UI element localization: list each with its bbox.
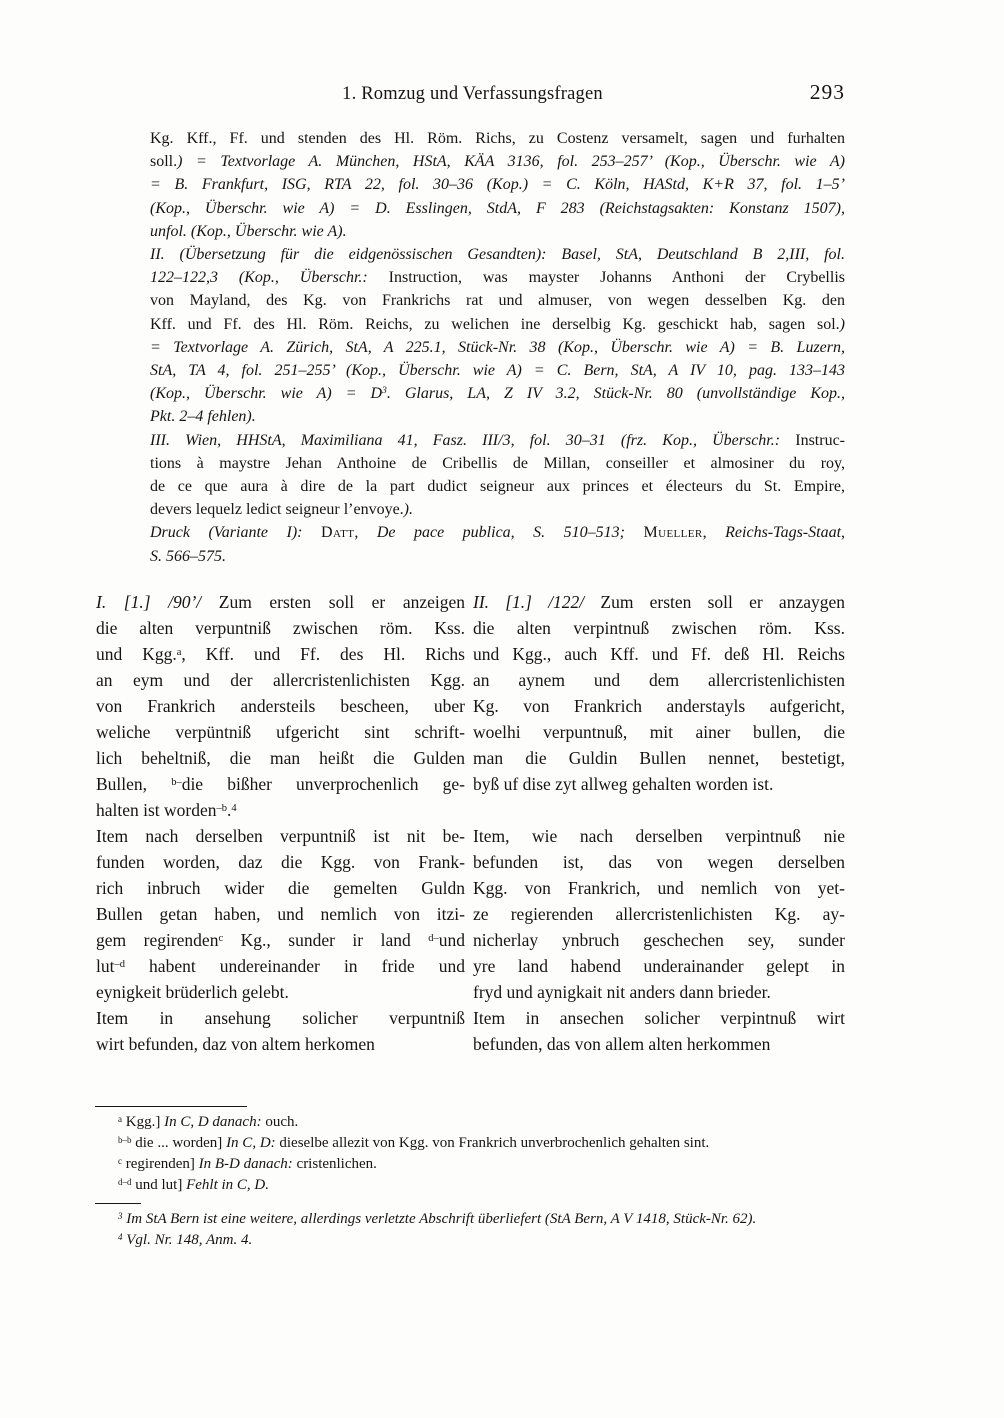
text-line [473, 1005, 845, 1031]
text-run: Zum ersten soll er anzaygen [600, 592, 845, 612]
text-line [96, 589, 465, 615]
text-run: Vgl. Nr. 148, Anm. 4. [122, 1232, 253, 1248]
text-run: StA, TA 4, fol. 251–255’ (Kop., Überschr. wie A) = C. Bern, StA, A IV 10, pag. 133–143 [150, 362, 845, 380]
text-line [96, 953, 465, 979]
text-run: die alten verpuntniß zwischen röm. Kss. [96, 618, 465, 638]
parallel-text-columns [96, 589, 845, 1057]
text-run: wirt befunden, daz von altem herkomen [96, 1034, 375, 1054]
text-line [96, 719, 465, 745]
text-run: . [227, 800, 232, 820]
text-run: eynigkeit brüderlich gelebt. [96, 982, 289, 1002]
text-run: und lut] [131, 1177, 187, 1193]
footnote-marker: c [118, 1155, 122, 1166]
text-line [473, 849, 845, 875]
text-line [150, 382, 845, 405]
text-run: devers lequelz ledict seigneur l’envoye. [150, 501, 404, 519]
text-run: II. (Übersetzung für die eidgenössischen Gesandten): Basel, StA, Deutschland B 2,III, fol. [150, 246, 845, 264]
text-run: und Kgg., auch Kff. und Ff. deß Hl. Reichs [473, 644, 845, 664]
text-run: Item in ansechen solicher verpintnuß wirt [473, 1008, 845, 1028]
text-run: Mueller [643, 524, 703, 542]
right-column-paragraphs-2-3 [473, 823, 845, 1057]
text-line [473, 615, 845, 641]
text-run: Im StA Bern ist eine weitere, allerdings verletzte Abschrift überliefert (StA Bern, A V 1418, Stück-Nr. 62). [122, 1211, 757, 1227]
text-run: = Textvorlage A. Zürich, StA, A 225.1, Stück-Nr. 38 (Kop., Überschr. wie A) = B. Luzern, [150, 338, 845, 356]
footnote-marker: b–b [118, 1134, 132, 1145]
text-run: Datt [321, 524, 355, 542]
text-line [150, 475, 845, 498]
text-run: Item, wie nach derselben verpintnuß nie [473, 826, 845, 846]
text-run: Instruction, was mayster Johanns Anthoni der Crybellis [388, 269, 845, 287]
text-run: ) [839, 315, 845, 333]
text-run: (Kop., Überschr. wie A) = D. Esslingen, StdA, F 283 (Reichstagsakten: Konstanz 1507), [150, 199, 845, 217]
text-run: die bißher unverprochenlich ge- [181, 774, 465, 794]
text-run: II. [1.] /122/ [473, 592, 601, 612]
text-run: ouch. [261, 1114, 299, 1130]
text-line [473, 771, 845, 797]
text-line [473, 875, 845, 901]
text-run: Bullen getan haben, und nemlich von itzi- [96, 904, 465, 924]
text-run: und Kgg. [96, 644, 177, 664]
text-line [150, 313, 845, 336]
left-column-paragraph-3 [96, 1005, 465, 1057]
footnote-marker: 4 [118, 1231, 123, 1242]
text-line [96, 693, 465, 719]
text-line [96, 745, 465, 771]
text-line [96, 875, 465, 901]
text-line [473, 641, 845, 667]
text-line [96, 927, 465, 953]
text-line [95, 1230, 851, 1251]
text-line [96, 849, 465, 875]
headnote-apparatus [150, 127, 845, 568]
text-line [95, 1175, 851, 1196]
text-line [95, 1133, 851, 1154]
text-run: , [702, 524, 726, 542]
text-run: befunden ist, das von wegen derselben [473, 852, 845, 872]
footnote-marker: 4 [231, 802, 237, 814]
text-line [96, 797, 465, 823]
text-line [96, 901, 465, 927]
page-number: 293 [809, 80, 845, 104]
headnote-transmission-i [150, 127, 845, 243]
text-line [95, 1112, 851, 1133]
text-run: Kg., sunder ir land [223, 930, 429, 950]
text-run: Fehlt in C, D. [186, 1177, 270, 1193]
text-run: In C, D danach: [164, 1114, 262, 1130]
headnote-transmission-ii [150, 243, 845, 429]
commentary-footnote-lines [95, 1209, 851, 1251]
text-run: Kg. Kff., Ff. und stenden des Hl. Röm. Richs, zu Costenz versamelt, sagen und furhalten [150, 130, 845, 147]
text-run: befunden, das von allem alten herkommen [473, 1034, 771, 1054]
text-line [150, 498, 845, 521]
text-run: unfol. (Kop., Überschr. wie A). [150, 222, 347, 240]
text-line [473, 693, 845, 719]
text-run: halten ist worden [96, 800, 217, 820]
text-line [150, 452, 845, 475]
text-line [96, 641, 465, 667]
text-line [150, 405, 845, 428]
text-run: Druck (Variante I): [150, 524, 321, 542]
text-run: (Kop., Überschr. wie A) = D [150, 385, 383, 403]
footnote-marker: 3 [382, 385, 387, 397]
text-run: die alten verpintnuß zwischen röm. Kss. [473, 618, 845, 638]
text-run: . Glarus, LA, Z IV 3.2, Stück-Nr. 80 (unvollständige Kop., [386, 385, 845, 403]
text-run: von Mayland, des Kg. von Frankrichs rat und almuser, von wegen desselben Kg. den [150, 292, 845, 310]
text-run: Instruc- [795, 431, 845, 449]
text-line [96, 1031, 465, 1057]
text-line [473, 979, 845, 1005]
text-line [95, 1209, 851, 1230]
text-run: und [438, 930, 465, 950]
text-line [150, 429, 845, 452]
right-column-paragraph-1 [473, 589, 845, 797]
footnote-marker: –d [114, 958, 125, 970]
text-line [150, 220, 845, 243]
text-run: habent undereinander in fride und [124, 956, 465, 976]
text-run: ) = Textvorlage A. München, HStA, KÄA 3136, fol. 253–257’ (Kop., Überschr. wie A) [177, 153, 845, 171]
text-run: rich inbruch wider die gemelten Guldn [96, 878, 465, 898]
variant-footnote-separator [95, 1106, 247, 1107]
text-run: , [354, 524, 377, 542]
text-run: Reichs-Tags-Staat, [725, 524, 846, 542]
text-line [96, 1005, 465, 1031]
left-column-paragraph-1 [96, 589, 465, 823]
text-run: Item in ansehung solicher verpuntniß [96, 1008, 465, 1028]
text-run: S. 566–575. [150, 547, 226, 565]
text-line [96, 615, 465, 641]
text-run: weliche verpüntniß ufgericht sint schrift- [96, 722, 465, 742]
footnote-marker: –b [216, 802, 228, 814]
text-run: De pace publica, S. 510–513; [376, 524, 644, 542]
text-run: nicherlay ynbruch geschechen sey, sunder [473, 930, 845, 950]
variant-footnote-lines [95, 1112, 851, 1196]
text-line [150, 521, 845, 544]
text-run: byß uf dise zyt allweg gehalten worden ist. [473, 774, 774, 794]
text-run: an aynem und dem allercristenlichisten [473, 670, 845, 690]
text-line [473, 667, 845, 693]
text-run: Pkt. 2–4 fehlen). [150, 408, 256, 426]
running-head: 1. Romzug und Verfassungsfragen [342, 84, 603, 104]
footnote-marker: b– [171, 776, 182, 788]
text-run: III. Wien, HHStA, Maximiliana 41, Fasz. III/3, fol. 30–31 (frz. Kop., Überschr.: [150, 431, 796, 449]
text-line [150, 173, 845, 196]
commentary-footnotes [95, 1203, 851, 1251]
text-line [96, 667, 465, 693]
text-run: Item nach derselben verpuntniß ist nit be- [96, 826, 465, 846]
text-line [473, 901, 845, 927]
footnote-marker: d–d [118, 1176, 132, 1187]
headnote-druck [150, 521, 845, 567]
text-line [150, 243, 845, 266]
text-line [473, 953, 845, 979]
text-line [473, 719, 845, 745]
text-line [473, 589, 845, 615]
text-run: 122–122,3 (Kop., Überschr.: [150, 269, 389, 287]
text-run: Zum ersten soll er anzeigen [218, 592, 466, 612]
text-run: ze regierenden allercristenlichisten Kg. ay- [473, 904, 845, 924]
commentary-footnote-separator [95, 1203, 141, 1204]
text-run: regirenden] [122, 1156, 199, 1172]
text-run: tions à maystre Jehan Anthoine de Cribellis de Millan, conseiller et almosiner du roy, [150, 454, 845, 472]
text-run: cristenlichen. [292, 1156, 377, 1172]
text-run: Kff. und Ff. des Hl. Röm. Reichs, zu welichen ine derselbig Kg. geschickt hab, sagen sol. [150, 315, 840, 333]
text-run: die ... worden] [131, 1135, 227, 1151]
text-run: lich beheltniß, die man heißt die Gulden [96, 748, 465, 768]
footnote-marker: 3 [118, 1210, 123, 1221]
text-line [150, 266, 845, 289]
text-run: Kgg.] [122, 1114, 165, 1130]
text-run: funden worden, daz die Kgg. von Frank- [96, 852, 465, 872]
text-line [473, 927, 845, 953]
text-run: gem regirenden [96, 930, 219, 950]
text-line [150, 545, 845, 568]
text-line [473, 745, 845, 771]
text-line [150, 127, 845, 150]
text-run: Kgg. von Frankrich, und nemlich von yet- [473, 878, 845, 898]
text-run: , Kff. und Ff. des Hl. Richs [181, 644, 465, 664]
footnote-marker: c [218, 932, 224, 944]
text-line [96, 979, 465, 1005]
text-line [96, 823, 465, 849]
right-column-paragraph-3 [473, 1005, 845, 1057]
text-run: von Frankrich andersteils bescheen, uber [96, 696, 465, 716]
text-run: In C, D: [226, 1135, 276, 1151]
text-line [473, 823, 845, 849]
text-line [150, 336, 845, 359]
text-run: lut [96, 956, 115, 976]
text-run: = B. Frankfurt, ISG, RTA 22, fol. 30–36 (Kop.) = C. Köln, HAStd, K+R 37, fol. 1–5’ [150, 176, 845, 194]
text-run: yre land habend underainander gelept in [473, 956, 845, 976]
text-run: In B-D danach: [198, 1156, 293, 1172]
left-column-paragraphs-2-3 [96, 823, 465, 1057]
text-run: an eym und der allercristenlichisten Kgg. [96, 670, 465, 690]
footnote-marker: a [118, 1113, 122, 1124]
text-line [150, 289, 845, 312]
footnote-marker: d– [428, 932, 439, 944]
left-column-paragraph-2 [96, 823, 465, 1005]
text-run: soll. [150, 153, 178, 171]
text-line [150, 197, 845, 220]
text-run: woelhi verpuntnuß, mit ainer bullen, die [473, 722, 845, 742]
text-run: I. [1.] /90’/ [96, 592, 219, 612]
text-run: dieselbe allezit von Kgg. von Frankrich unverbrochenlich gehalten sint. [275, 1135, 710, 1151]
text-run: ). [403, 501, 413, 519]
text-line [150, 359, 845, 382]
text-run: de ce que aura à dire de la part dudict seigneur aux princes et électeurs du St. Empire, [150, 478, 845, 496]
text-run: Bullen, [96, 774, 172, 794]
text-line [96, 771, 465, 797]
text-line [473, 1031, 845, 1057]
page-header [100, 80, 845, 105]
headnote-transmission-iii [150, 429, 845, 522]
text-run: Kg. von Frankrich anderstayls aufgericht, [473, 696, 845, 716]
text-run: man die Guldin Bullen nennet, bestetigt, [473, 748, 845, 768]
variant-footnotes [95, 1106, 851, 1196]
text-line [150, 150, 845, 173]
text-line [95, 1154, 851, 1175]
right-column-paragraph-2 [473, 823, 845, 1005]
text-run: fryd und aynigkait nit anders dann brieder. [473, 982, 771, 1002]
footnote-marker: a [176, 646, 182, 658]
